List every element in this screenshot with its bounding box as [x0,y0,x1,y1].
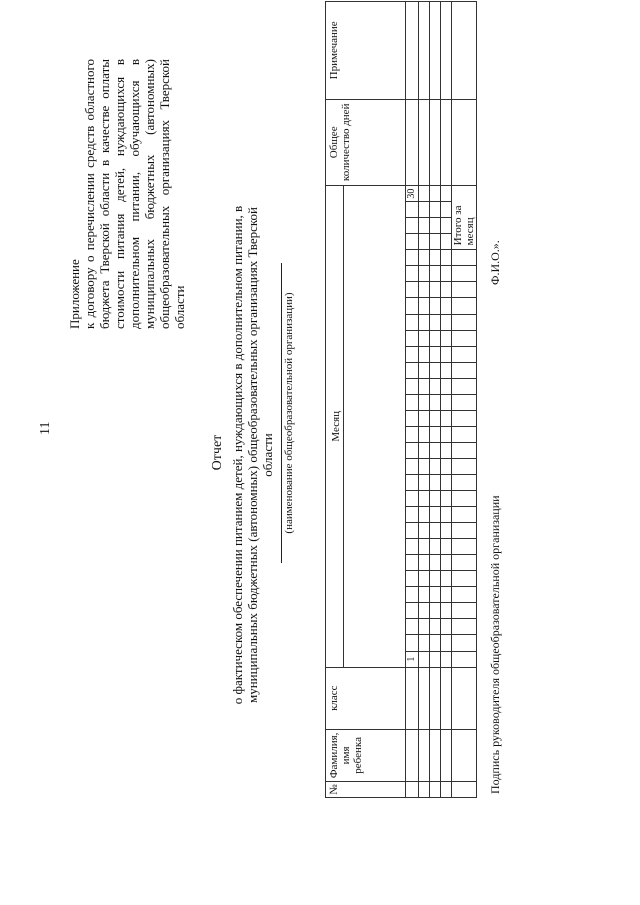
page-number: 11 [38,421,53,435]
header-total-days: Общее количество дней [326,99,406,185]
report-title: Отчет [210,434,225,471]
appendix-title: Приложение [67,259,82,329]
organization-name-line [281,263,282,563]
report-subtitle: о фактическом обеспечении питанием детей, нуждающихся в дополнительном питании, в муниципальных бюджетных (автономных) общеобразовательных организациях Тверской области [230,205,275,705]
organization-caption: (наименование общеобразовательной организации) [283,292,295,534]
day-last: 30 [406,185,419,201]
signature-label: Подпись руководителя общеобразовательной организации [488,495,502,794]
signature-fio: Ф.И.О.». [488,240,502,285]
header-note: Примечание [326,2,406,100]
appendix-text: к договору о перечислении средств областного бюджета Тверской области в качестве оплаты стоимости питания детей, нуждающихся в дополнительном питании, обучающихся в муниципальных бюджетных (автономных) общеобразовательных организациях Тверской области [82,59,187,329]
appendix-block [67,59,187,329]
header-child-name: Фамилия, имя ребенка [326,729,406,781]
day-first: 1 [406,651,419,667]
header-class: класс [326,667,406,729]
total-month-label: Итого за месяц [452,185,477,249]
month-spacer [344,185,406,667]
table-row [419,2,430,798]
header-number: № [326,781,406,797]
table-row [441,2,452,798]
table-row [430,2,441,798]
table-total-row [452,2,477,798]
table-header-row [326,2,344,798]
day-number-row [406,2,419,798]
report-table [325,1,477,798]
header-month: Месяц [326,185,344,667]
